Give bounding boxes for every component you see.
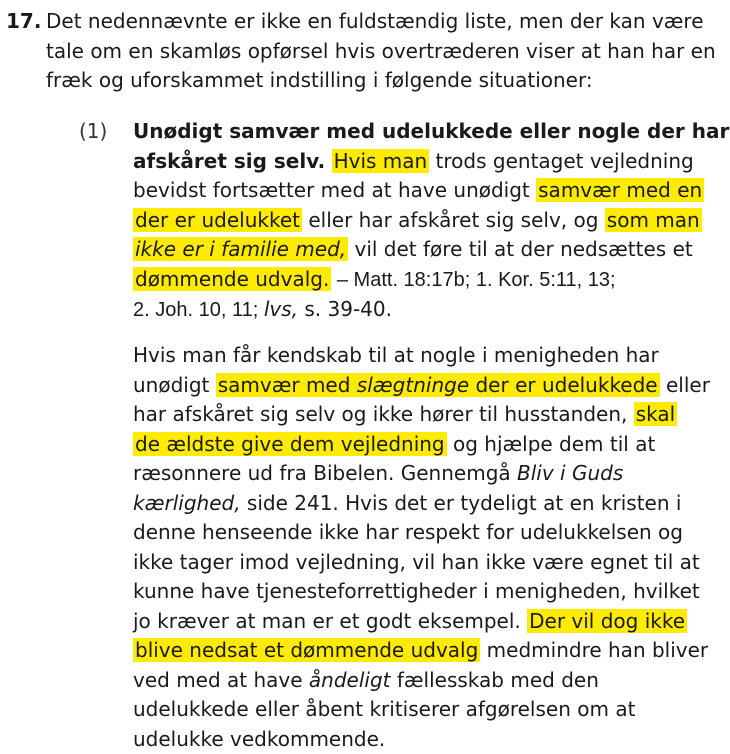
text: trods gentaget vejledning (429, 148, 694, 173)
highlight: dømmende udvalg. (135, 266, 330, 291)
highlight: skal (635, 402, 676, 426)
text-line (133, 666, 730, 696)
text: har afskåret sig selv og ikke hører til husstanden, (133, 402, 634, 426)
text-line (133, 371, 730, 401)
text: ved med at have (133, 667, 309, 692)
text-line (133, 147, 730, 177)
text: og hjælpe dem til at (446, 431, 656, 456)
highlight: blive nedsat et dømmende udvalg (135, 638, 479, 662)
text-line: kunne have tjenesteforrettigheder i menigheden, hvilket (133, 579, 700, 603)
text-line (133, 459, 730, 489)
text: side 241. Hvis det er tydeligt at en kristen i (240, 490, 682, 515)
text: jo kræver at man er et godt eksempel. (133, 608, 528, 633)
item-1-second-paragraph (133, 341, 730, 754)
text-line (133, 176, 730, 206)
text: samvær med (217, 372, 357, 397)
intro-line: fræk og uforskammet indstilling i følgende situationer: (46, 68, 593, 92)
text-line (133, 206, 730, 236)
item-heading-line: Unødigt samvær med udelukkede eller nogle der har (133, 119, 730, 143)
text-line: udelukkede eller åbent kritiserer afgørelsen om at (133, 697, 636, 721)
text: medmindre han bliver (480, 638, 709, 662)
highlight: Hvis man (333, 148, 428, 173)
book-title: Bliv i Guds (517, 461, 624, 485)
text: s. 39-40. (298, 297, 392, 321)
highlight: samvær med en (538, 178, 703, 202)
highlight: de ældste give dem vejledning (135, 431, 445, 456)
text-line (133, 295, 730, 326)
text: eller (659, 372, 710, 397)
text-line (133, 607, 730, 637)
highlight: Der vil dog ikke (529, 608, 686, 633)
text: eller har afskåret sig selv, og (301, 207, 605, 232)
text: fællesskab med den (390, 667, 599, 692)
text: der er udelukkede (469, 372, 658, 397)
text: vil det føre til at der nedsættes et (348, 237, 693, 261)
intro-line: tale om en skamløs opførsel hvis overtræderen viser at han har en (46, 38, 716, 63)
text: unødigt (133, 372, 216, 397)
intro-text (46, 7, 730, 96)
text: bevidst fortsætter med at have unødigt (133, 178, 537, 202)
text-line (133, 430, 730, 460)
publication-abbrev: lvs, (263, 297, 299, 321)
highlight: ikke er i familie med, (135, 237, 347, 261)
text-line (133, 235, 730, 265)
item-number: (1) (79, 119, 108, 143)
intro-line: Det nedennævnte er ikke en fuldstændig liste, men der kan være (46, 9, 704, 33)
text-line: Hvis man får kendskab til at nogle i menigheden har (133, 343, 659, 367)
text-line: udelukke vedkommende. (133, 726, 386, 751)
highlight: som man (606, 207, 700, 232)
book-title: kærlighed, (133, 490, 241, 515)
scripture-reference: – Matt. 18:17b; 1. Kor. 5:11, 13; (331, 268, 616, 291)
text-line (133, 636, 730, 666)
text-line (133, 265, 730, 296)
text-line: denne henseende ikke har respekt for udelukkelsen og (133, 520, 683, 544)
text: ræsonnere ud fra Bibelen. Gennemgå (133, 461, 518, 485)
highlight (216, 373, 660, 397)
scripture-reference: 2. Joh. 10, 11; (133, 299, 264, 321)
text-italic: åndeligt (308, 667, 391, 692)
text-line: ikke tager imod vejledning, vil han ikke være egnet til at (133, 549, 700, 574)
item-1-paragraph (133, 117, 730, 326)
item-heading-end: afskåret sig selv. (133, 148, 326, 173)
highlight: der er udelukket (135, 207, 300, 232)
text-italic: slægtninge (356, 372, 470, 397)
text-line (133, 400, 730, 430)
text-line (133, 489, 730, 519)
paragraph-number: 17. (6, 9, 42, 33)
